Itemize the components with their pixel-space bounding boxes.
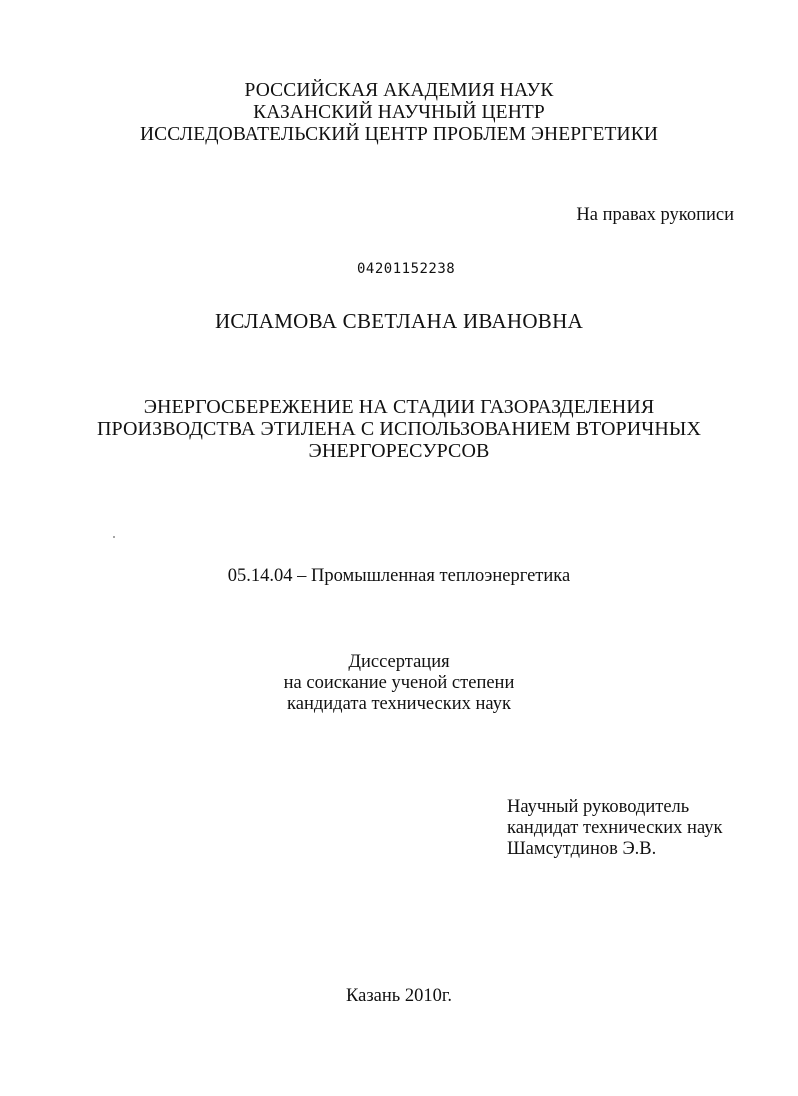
degree-line-3: кандидата технических наук: [287, 694, 511, 714]
title-line-3: ЭНЕРГОРЕСУРСОВ: [308, 440, 490, 462]
degree-line-2: на соискание ученой степени: [283, 673, 515, 693]
title-line-1: ЭНЕРГОСБЕРЕЖЕНИЕ НА СТАДИИ ГАЗОРАЗДЕЛЕНИЯ: [143, 396, 655, 418]
author-name: ИСЛАМОВА СВЕТЛАНА ИВАНОВНА: [214, 309, 584, 333]
supervisor-degree: кандидат технических наук: [507, 818, 723, 838]
catalog-number: 04201152238: [357, 261, 456, 277]
org-line-academy: РОССИЙСКАЯ АКАДЕМИЯ НАУК: [244, 80, 554, 101]
supervisor-block: [507, 797, 722, 860]
place-year: Казань 2010г.: [346, 986, 452, 1006]
specialty: 05.14.04 – Промышленная теплоэнергетика: [227, 566, 571, 586]
supervisor-role: Научный руководитель: [507, 797, 690, 817]
org-line-institute: ИССЛЕДОВАТЕЛЬСКИЙ ЦЕНТР ПРОБЛЕМ ЭНЕРГЕТИКИ: [139, 124, 659, 145]
supervisor-name: Шамсутдинов Э.В.: [507, 839, 657, 859]
scan-speck: [113, 536, 115, 538]
title-line-2: ПРОИЗВОДСТВА ЭТИЛЕНА С ИСПОЛЬЗОВАНИЕМ ВТОРИЧНЫХ: [97, 418, 701, 440]
degree-line-1: Диссертация: [348, 652, 450, 672]
manuscript-note: На правах рукописи: [576, 205, 734, 225]
org-line-center: КАЗАНСКИЙ НАУЧНЫЙ ЦЕНТР: [253, 102, 545, 123]
